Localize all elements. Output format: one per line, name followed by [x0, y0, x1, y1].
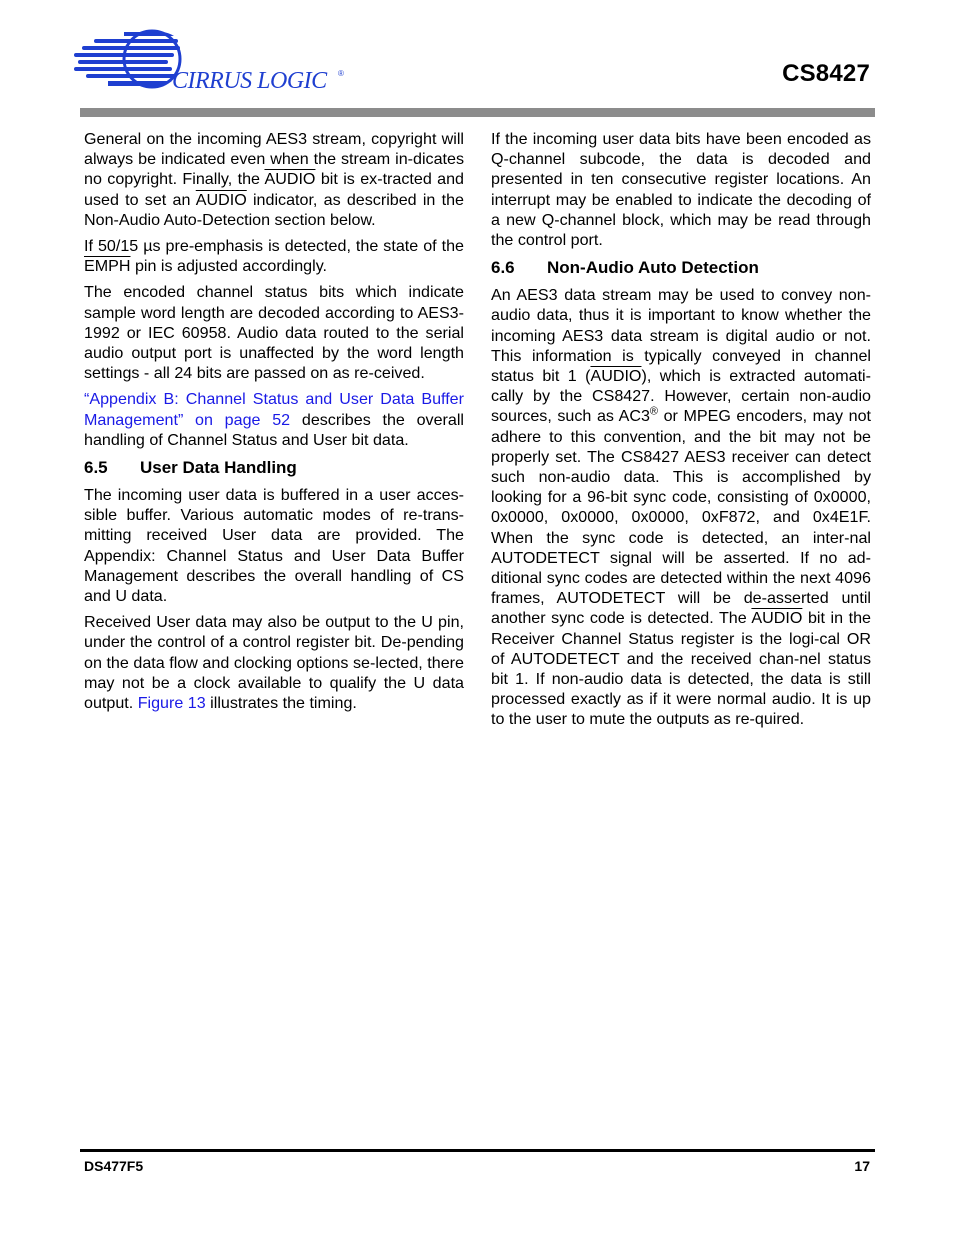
- figure-13-link[interactable]: Figure 13: [137, 694, 206, 713]
- paragraph: The encoded channel status bits which indicate sample word length are decoded according to AES3-1992 or IEC 60958. Audio data routed to the serial audio output port is unaffected by the word length settings - all 24 bits are passed on as re-ceived.: [84, 283, 464, 383]
- footer-rule: [80, 1149, 875, 1152]
- paragraph: “Appendix B: Channel Status and User Data Buffer Management” on page 52 describes the overall handling of Channel Status and User bit data.: [84, 390, 464, 449]
- right-column: [491, 129, 871, 736]
- paragraph: The incoming user data is buffered in a user acces-sible buffer. Various automatic modes of re-trans-mitting received User data are provided. The Appendix: Channel Status and User Data Buffer Management describes the overall handling of CS and U data.: [84, 486, 464, 606]
- document-title: CS8427: [782, 60, 870, 87]
- svg-text:®: ®: [338, 69, 344, 78]
- left-column: [84, 129, 464, 719]
- paragraph: If 50/15 µs pre-emphasis is detected, the state of the EMPH pin is adjusted accordingly.: [84, 237, 464, 276]
- logo-text: CIRRUS LOGIC: [172, 68, 327, 94]
- document-id: DS477F5: [84, 1158, 144, 1174]
- paragraph: Received User data may also be output to the U pin, under the control of a control register bit. De-pending on the data flow and clocking options se-lected, there may not be a clock available to qualify the U data output. Figure 13 illustrates the timing.: [84, 613, 464, 713]
- cirrus-logic-logo: [74, 28, 354, 100]
- header-rule: [80, 108, 875, 117]
- section-heading-6-5: 6.5 User Data Handling: [84, 458, 297, 478]
- page-number: 17: [854, 1158, 870, 1174]
- paragraph: General on the incoming AES3 stream, copyright will always be indicated even when the stream in-dicates no copyright. Finally, the AUDIO bit is ex-tracted and used to set an AUDIO indicator, as described in the Non-Audio Auto-Detection section below.: [84, 130, 465, 229]
- appendix-b-link[interactable]: “Appendix B: Channel Status and User Data Buffer Management” on page 52: [84, 390, 464, 429]
- paragraph: An AES3 data stream may be used to convey non-audio data, thus it is important to know whether the incoming AES3 data stream is digital audio or not. This information is typically conveyed in channel status bit 1 (AUDIO), which is extracted automati-cally by the CS8427. However, certain non-audio sources, such as AC3® or MPEG encoders, may not adhere to this convention, and the bit may not be properly set. The CS8427 AES3 receiver can detect such non-audio data. This is accomplished by looking for a 96-bit sync code, consisting of 0x0000, 0x0000, 0x0000, 0x0000, 0xF872, and 0x4E1F. When the sync code is detected, an inter-nal AUTODETECT signal will be asserted. If no ad-ditional sync codes are detected within the next 4096 frames, AUTODETECT will be de-asserted until another sync code is detected. The AUDIO bit in the Receiver Channel Status register is the logi-cal OR of AUTODETECT and the received chan-nel status bit 1. If non-audio data is detected, the data is still processed exactly as if it were normal audio. It is up to the user to mute the outputs as re-quired.: [491, 286, 872, 729]
- section-heading-6-6: 6.6 Non-Audio Auto Detection: [491, 258, 759, 278]
- paragraph: If the incoming user data bits have been encoded as Q-channel subcode, the data is decoded and presented in ten consecutive register locations. An interrupt may be enabled to indicate the decoding of a new Q-channel block, which may be read through the control port.: [491, 130, 871, 250]
